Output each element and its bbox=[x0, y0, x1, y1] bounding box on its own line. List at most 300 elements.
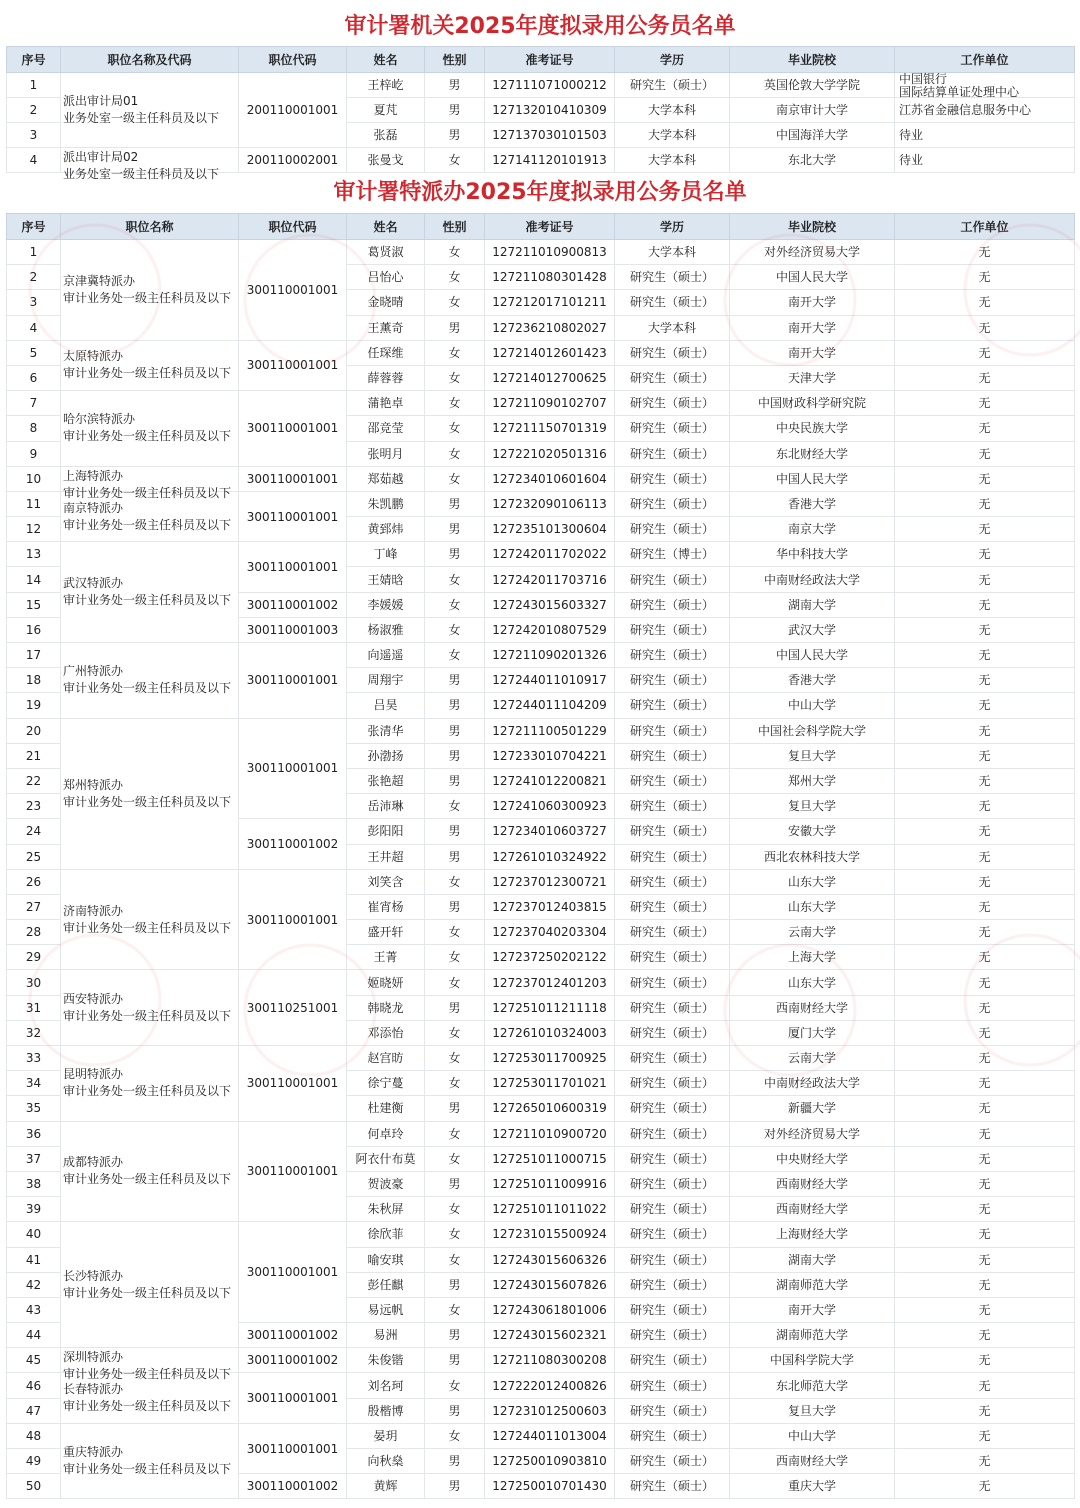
name-cell: 孙渤扬 bbox=[347, 743, 425, 768]
position-cell bbox=[61, 1348, 239, 1382]
edu-cell: 研究生（硕士） bbox=[615, 567, 730, 592]
name-cell: 邵竞莹 bbox=[347, 416, 425, 441]
seq-cell: 10 bbox=[7, 466, 61, 491]
exam-cell: 127231015500924 bbox=[485, 1222, 615, 1247]
school-cell: 湖南师范大学 bbox=[730, 1272, 895, 1297]
work-cell: 无 bbox=[895, 718, 1075, 743]
school-cell: 西北农林科技大学 bbox=[730, 844, 895, 869]
school-cell: 复旦大学 bbox=[730, 743, 895, 768]
school-cell: 南开大学 bbox=[730, 315, 895, 340]
seq-cell: 23 bbox=[7, 794, 61, 819]
exam-cell: 127141120101913 bbox=[485, 148, 615, 173]
exam-cell: 127253011701021 bbox=[485, 1071, 615, 1096]
exam-cell: 127211010900720 bbox=[485, 1121, 615, 1146]
seq-cell: 2 bbox=[7, 98, 61, 123]
edu-cell: 研究生（硕士） bbox=[615, 995, 730, 1020]
seq-cell: 28 bbox=[7, 920, 61, 945]
school-cell: 对外经济贸易大学 bbox=[730, 1121, 895, 1146]
position-line-1: 京津冀特派办 bbox=[63, 273, 136, 288]
sex-cell: 女 bbox=[425, 1423, 485, 1448]
school-cell: 西南财经大学 bbox=[730, 1449, 895, 1474]
sex-cell: 男 bbox=[425, 819, 485, 844]
work-cell: 无 bbox=[895, 1020, 1075, 1045]
exam-cell: 127241060300923 bbox=[485, 794, 615, 819]
exam-cell: 127211080300208 bbox=[485, 1348, 615, 1373]
table-header bbox=[7, 47, 1075, 73]
sex-cell: 女 bbox=[425, 794, 485, 819]
seq-cell: 8 bbox=[7, 416, 61, 441]
school-cell: 对外经济贸易大学 bbox=[730, 240, 895, 265]
position-line-1: 郑州特派办 bbox=[63, 777, 124, 792]
name-cell: 张明月 bbox=[347, 441, 425, 466]
code-cell: 300110001001 bbox=[239, 718, 347, 819]
exam-cell: 127214012700625 bbox=[485, 365, 615, 390]
position-line-2: 审计业务处一级主任科员及以下 bbox=[63, 1008, 232, 1023]
code-cell: 300110001001 bbox=[239, 1373, 347, 1423]
sex-cell: 男 bbox=[425, 542, 485, 567]
edu-cell: 大学本科 bbox=[615, 123, 730, 148]
sex-cell: 男 bbox=[425, 995, 485, 1020]
sex-cell: 女 bbox=[425, 441, 485, 466]
seq-cell: 32 bbox=[7, 1020, 61, 1045]
name-cell: 赵宫昉 bbox=[347, 1046, 425, 1071]
code-cell: 300110001001 bbox=[239, 1222, 347, 1323]
edu-cell: 研究生（硕士） bbox=[615, 265, 730, 290]
seq-cell: 45 bbox=[7, 1348, 61, 1373]
exam-cell: 127111071000212 bbox=[485, 73, 615, 98]
edu-cell: 研究生（硕士） bbox=[615, 970, 730, 995]
position-cell bbox=[61, 148, 239, 181]
position-cell bbox=[61, 718, 239, 869]
exam-cell: 127233010704221 bbox=[485, 743, 615, 768]
sex-cell: 女 bbox=[425, 567, 485, 592]
position-line-2: 审计业务处一级主任科员及以下 bbox=[63, 1399, 232, 1414]
work-cell: 江苏省金融信息服务中心 bbox=[895, 98, 1075, 123]
edu-cell: 研究生（硕士） bbox=[615, 340, 730, 365]
code-cell: 200110001001 bbox=[239, 73, 347, 148]
name-cell: 金晓晴 bbox=[347, 290, 425, 315]
name-cell: 岳沛琳 bbox=[347, 794, 425, 819]
name-cell: 朱秋屏 bbox=[347, 1197, 425, 1222]
exam-cell: 127242011702022 bbox=[485, 542, 615, 567]
seq-cell: 42 bbox=[7, 1272, 61, 1297]
name-cell: 向遥遥 bbox=[347, 643, 425, 668]
position-line-2: 审计业务处一级主任科员及以下 bbox=[63, 794, 232, 809]
school-cell: 英国伦敦大学学院 bbox=[730, 73, 895, 98]
seq-cell: 30 bbox=[7, 970, 61, 995]
edu-cell: 研究生（硕士） bbox=[615, 768, 730, 793]
seq-cell: 41 bbox=[7, 1247, 61, 1272]
edu-cell: 研究生（硕士） bbox=[615, 290, 730, 315]
edu-cell: 研究生（硕士） bbox=[615, 1247, 730, 1272]
school-cell: 南开大学 bbox=[730, 340, 895, 365]
table-row bbox=[7, 869, 1075, 894]
school-cell: 香港大学 bbox=[730, 668, 895, 693]
work-cell: 无 bbox=[895, 365, 1075, 390]
work-cell: 无 bbox=[895, 894, 1075, 919]
name-cell: 姬晓妍 bbox=[347, 970, 425, 995]
code-cell: 300110001001 bbox=[239, 1121, 347, 1222]
school-cell: 华中科技大学 bbox=[730, 542, 895, 567]
exam-cell: 127241012200821 bbox=[485, 768, 615, 793]
position-cell bbox=[61, 1046, 239, 1122]
work-cell: 无 bbox=[895, 1348, 1075, 1373]
code-cell: 300110001001 bbox=[239, 340, 347, 390]
exam-cell: 127236210802027 bbox=[485, 315, 615, 340]
sex-cell: 男 bbox=[425, 1348, 485, 1373]
edu-cell: 研究生（硕士） bbox=[615, 844, 730, 869]
sex-cell: 男 bbox=[425, 1449, 485, 1474]
exam-cell: 127244011010917 bbox=[485, 668, 615, 693]
position-line-2: 业务处室一级主任科员及以下 bbox=[63, 111, 220, 125]
seq-cell: 40 bbox=[7, 1222, 61, 1247]
school-cell: 云南大学 bbox=[730, 1046, 895, 1071]
school-cell: 中国人民大学 bbox=[730, 643, 895, 668]
school-cell: 西南财经大学 bbox=[730, 995, 895, 1020]
exam-cell: 127251011009916 bbox=[485, 1171, 615, 1196]
edu-cell: 研究生（硕士） bbox=[615, 743, 730, 768]
name-cell: 王薰奇 bbox=[347, 315, 425, 340]
work-cell: 无 bbox=[895, 1046, 1075, 1071]
header-sex: 性别 bbox=[425, 214, 485, 240]
table-row bbox=[7, 1423, 1075, 1448]
work-cell: 无 bbox=[895, 315, 1075, 340]
edu-cell: 研究生（硕士） bbox=[615, 1096, 730, 1121]
name-cell: 刘笑含 bbox=[347, 869, 425, 894]
edu-cell: 研究生（博士） bbox=[615, 542, 730, 567]
edu-cell: 研究生（硕士） bbox=[615, 1171, 730, 1196]
edu-cell: 大学本科 bbox=[615, 148, 730, 173]
table-row bbox=[7, 1046, 1075, 1071]
header-workplace: 工作单位 bbox=[895, 214, 1075, 240]
name-cell: 阿衣什布莫 bbox=[347, 1146, 425, 1171]
name-cell: 王婧晗 bbox=[347, 567, 425, 592]
sex-cell: 女 bbox=[425, 391, 485, 416]
work-cell: 无 bbox=[895, 794, 1075, 819]
position-cell bbox=[61, 869, 239, 970]
exam-cell: 127251011011022 bbox=[485, 1197, 615, 1222]
edu-cell: 研究生（硕士） bbox=[615, 1373, 730, 1398]
exam-cell: 127250010701430 bbox=[485, 1474, 615, 1499]
table-row bbox=[7, 148, 1075, 173]
seq-cell: 16 bbox=[7, 617, 61, 642]
header-name: 姓名 bbox=[347, 214, 425, 240]
edu-cell: 研究生（硕士） bbox=[615, 1474, 730, 1499]
central-audit-table bbox=[6, 46, 1075, 181]
seq-cell: 3 bbox=[7, 123, 61, 148]
code-cell: 300110001002 bbox=[239, 1348, 347, 1373]
work-cell: 无 bbox=[895, 945, 1075, 970]
position-line-1: 成都特派办 bbox=[63, 1155, 124, 1170]
header-code: 职位代码 bbox=[239, 214, 347, 240]
exam-cell: 127237040203304 bbox=[485, 920, 615, 945]
sex-cell: 男 bbox=[425, 718, 485, 743]
sex-cell: 女 bbox=[425, 592, 485, 617]
edu-cell: 研究生（硕士） bbox=[615, 1020, 730, 1045]
name-cell: 晏玥 bbox=[347, 1423, 425, 1448]
edu-cell: 大学本科 bbox=[615, 240, 730, 265]
exam-cell: 127243015603327 bbox=[485, 592, 615, 617]
seq-cell: 35 bbox=[7, 1096, 61, 1121]
exam-cell: 127261010324003 bbox=[485, 1020, 615, 1045]
seq-cell: 6 bbox=[7, 365, 61, 390]
sex-cell: 女 bbox=[425, 1297, 485, 1322]
name-cell: 薛蓉蓉 bbox=[347, 365, 425, 390]
school-cell: 武汉大学 bbox=[730, 617, 895, 642]
school-cell: 南京审计大学 bbox=[730, 98, 895, 123]
exam-cell: 127234010601604 bbox=[485, 466, 615, 491]
edu-cell: 研究生（硕士） bbox=[615, 1323, 730, 1348]
work-cell: 无 bbox=[895, 617, 1075, 642]
position-line-2: 审计业务处一级主任科员及以下 bbox=[63, 290, 232, 305]
work-cell: 无 bbox=[895, 693, 1075, 718]
edu-cell: 研究生（硕士） bbox=[615, 365, 730, 390]
school-cell: 中央民族大学 bbox=[730, 416, 895, 441]
name-cell: 朱俊锴 bbox=[347, 1348, 425, 1373]
edu-cell: 研究生（硕士） bbox=[615, 1449, 730, 1474]
name-cell: 何卓玲 bbox=[347, 1121, 425, 1146]
position-line-2: 审计业务处一级主任科员及以下 bbox=[63, 485, 232, 500]
school-cell: 云南大学 bbox=[730, 920, 895, 945]
position-line-1: 哈尔滨特派办 bbox=[63, 412, 136, 427]
seq-cell: 49 bbox=[7, 1449, 61, 1474]
school-cell: 山东大学 bbox=[730, 869, 895, 894]
sex-cell: 女 bbox=[425, 1121, 485, 1146]
edu-cell: 大学本科 bbox=[615, 98, 730, 123]
name-cell: 郑茹越 bbox=[347, 466, 425, 491]
seq-cell: 29 bbox=[7, 945, 61, 970]
edu-cell: 研究生（硕士） bbox=[615, 391, 730, 416]
code-cell: 300110001001 bbox=[239, 240, 347, 341]
sex-cell: 男 bbox=[425, 1272, 485, 1297]
table-row bbox=[7, 718, 1075, 743]
code-cell: 300110001003 bbox=[239, 617, 347, 642]
seq-cell: 17 bbox=[7, 643, 61, 668]
code-cell: 300110001001 bbox=[239, 1423, 347, 1473]
position-line-2: 审计业务处一级主任科员及以下 bbox=[63, 1285, 232, 1300]
work-cell: 无 bbox=[895, 265, 1075, 290]
sex-cell: 女 bbox=[425, 1247, 485, 1272]
exam-cell: 127211150701319 bbox=[485, 416, 615, 441]
sex-cell: 女 bbox=[425, 265, 485, 290]
name-cell: 向秋燊 bbox=[347, 1449, 425, 1474]
seq-cell: 15 bbox=[7, 592, 61, 617]
exam-cell: 127214012601423 bbox=[485, 340, 615, 365]
edu-cell: 研究生（硕士） bbox=[615, 1121, 730, 1146]
name-cell: 韩晓龙 bbox=[347, 995, 425, 1020]
position-cell bbox=[61, 391, 239, 467]
work-cell: 无 bbox=[895, 491, 1075, 516]
name-cell: 张艳超 bbox=[347, 768, 425, 793]
table-row bbox=[7, 391, 1075, 416]
position-line-2: 审计业务处一级主任科员及以下 bbox=[63, 681, 232, 696]
special-office-table bbox=[6, 213, 1075, 1499]
name-cell: 喻安琪 bbox=[347, 1247, 425, 1272]
edu-cell: 研究生（硕士） bbox=[615, 416, 730, 441]
edu-cell: 研究生（硕士） bbox=[615, 592, 730, 617]
work-cell: 无 bbox=[895, 844, 1075, 869]
name-cell: 崔宵杨 bbox=[347, 894, 425, 919]
school-cell: 南京大学 bbox=[730, 517, 895, 542]
school-cell: 西南财经大学 bbox=[730, 1197, 895, 1222]
code-cell: 300110001001 bbox=[239, 643, 347, 719]
header-exam-id: 准考证号 bbox=[485, 214, 615, 240]
work-cell: 无 bbox=[895, 1197, 1075, 1222]
name-cell: 易洲 bbox=[347, 1323, 425, 1348]
code-cell: 300110251001 bbox=[239, 970, 347, 1046]
code-cell: 300110001001 bbox=[239, 391, 347, 467]
sex-cell: 女 bbox=[425, 365, 485, 390]
sex-cell: 女 bbox=[425, 1197, 485, 1222]
position-cell bbox=[61, 1423, 239, 1499]
sex-cell: 女 bbox=[425, 1146, 485, 1171]
sex-cell: 男 bbox=[425, 768, 485, 793]
position-line-2: 审计业务处一级主任科员及以下 bbox=[63, 593, 232, 608]
exam-cell: 127237250202122 bbox=[485, 945, 615, 970]
table-row bbox=[7, 1348, 1075, 1373]
work-cell: 无 bbox=[895, 643, 1075, 668]
edu-cell: 研究生（硕士） bbox=[615, 869, 730, 894]
sex-cell: 男 bbox=[425, 315, 485, 340]
sex-cell: 女 bbox=[425, 970, 485, 995]
work-cell: 无 bbox=[895, 1272, 1075, 1297]
name-cell: 丁峰 bbox=[347, 542, 425, 567]
work-cell: 待业 bbox=[895, 148, 1075, 173]
seq-cell: 24 bbox=[7, 819, 61, 844]
edu-cell: 研究生（硕士） bbox=[615, 1046, 730, 1071]
code-cell: 300110001002 bbox=[239, 1323, 347, 1348]
seq-cell: 26 bbox=[7, 869, 61, 894]
work-cell: 无 bbox=[895, 340, 1075, 365]
school-cell: 复旦大学 bbox=[730, 794, 895, 819]
edu-cell: 研究生（硕士） bbox=[615, 1146, 730, 1171]
exam-cell: 127211010900813 bbox=[485, 240, 615, 265]
seq-cell: 36 bbox=[7, 1121, 61, 1146]
school-cell: 郑州大学 bbox=[730, 768, 895, 793]
header-exam-id: 准考证号 bbox=[485, 47, 615, 73]
seq-cell: 18 bbox=[7, 668, 61, 693]
work-cell: 无 bbox=[895, 920, 1075, 945]
work-cell: 无 bbox=[895, 290, 1075, 315]
exam-cell: 127243015606326 bbox=[485, 1247, 615, 1272]
position-line-2: 审计业务处一级主任科员及以下 bbox=[63, 1367, 232, 1382]
sex-cell: 男 bbox=[425, 1474, 485, 1499]
sex-cell: 男 bbox=[425, 98, 485, 123]
sex-cell: 女 bbox=[425, 416, 485, 441]
seq-cell: 37 bbox=[7, 1146, 61, 1171]
school-cell: 厦门大学 bbox=[730, 1020, 895, 1045]
position-line-1: 派出审计局02 bbox=[63, 150, 139, 164]
name-cell: 彭阳阳 bbox=[347, 819, 425, 844]
work-cell: 无 bbox=[895, 1096, 1075, 1121]
edu-cell: 研究生（硕士） bbox=[615, 1297, 730, 1322]
exam-cell: 127231012500603 bbox=[485, 1398, 615, 1423]
work-cell: 无 bbox=[895, 416, 1075, 441]
school-cell: 湖南大学 bbox=[730, 1247, 895, 1272]
position-line-1: 深圳特派办 bbox=[63, 1350, 124, 1365]
exam-cell: 127237012401203 bbox=[485, 970, 615, 995]
school-cell: 中国财政科学研究院 bbox=[730, 391, 895, 416]
seq-cell: 9 bbox=[7, 441, 61, 466]
edu-cell: 研究生（硕士） bbox=[615, 894, 730, 919]
edu-cell: 研究生（硕士） bbox=[615, 1348, 730, 1373]
seq-cell: 25 bbox=[7, 844, 61, 869]
school-cell: 中山大学 bbox=[730, 693, 895, 718]
table-row bbox=[7, 73, 1075, 98]
school-cell: 东北财经大学 bbox=[730, 441, 895, 466]
school-cell: 复旦大学 bbox=[730, 1398, 895, 1423]
position-line-1: 广州特派办 bbox=[63, 664, 124, 679]
school-cell: 东北大学 bbox=[730, 148, 895, 173]
code-cell: 300110001002 bbox=[239, 592, 347, 617]
position-cell bbox=[61, 542, 239, 643]
school-cell: 中国人民大学 bbox=[730, 265, 895, 290]
name-cell: 张清华 bbox=[347, 718, 425, 743]
sex-cell: 男 bbox=[425, 693, 485, 718]
exam-cell: 127211090201326 bbox=[485, 643, 615, 668]
sex-cell: 男 bbox=[425, 668, 485, 693]
name-cell: 周翔宇 bbox=[347, 668, 425, 693]
exam-cell: 127211090102707 bbox=[485, 391, 615, 416]
edu-cell: 研究生（硕士） bbox=[615, 617, 730, 642]
header-school: 毕业院校 bbox=[730, 47, 895, 73]
school-cell: 湖南师范大学 bbox=[730, 1323, 895, 1348]
edu-cell: 研究生（硕士） bbox=[615, 1423, 730, 1448]
position-cell bbox=[61, 1121, 239, 1222]
sex-cell: 男 bbox=[425, 844, 485, 869]
school-cell: 山东大学 bbox=[730, 894, 895, 919]
edu-cell: 研究生（硕士） bbox=[615, 945, 730, 970]
school-cell: 新疆大学 bbox=[730, 1096, 895, 1121]
edu-cell: 研究生（硕士） bbox=[615, 794, 730, 819]
exam-cell: 127211080301428 bbox=[485, 265, 615, 290]
sex-cell: 男 bbox=[425, 1096, 485, 1121]
seq-cell: 39 bbox=[7, 1197, 61, 1222]
seq-cell: 20 bbox=[7, 718, 61, 743]
exam-cell: 127235101300604 bbox=[485, 517, 615, 542]
edu-cell: 研究生（硕士） bbox=[615, 920, 730, 945]
exam-cell: 127250010903810 bbox=[485, 1449, 615, 1474]
sex-cell: 女 bbox=[425, 1222, 485, 1247]
header-name: 姓名 bbox=[347, 47, 425, 73]
table-row bbox=[7, 240, 1075, 265]
code-cell: 300110001002 bbox=[239, 1474, 347, 1499]
school-cell: 湖南大学 bbox=[730, 592, 895, 617]
school-cell: 中央财经大学 bbox=[730, 1146, 895, 1171]
name-cell: 盛开轩 bbox=[347, 920, 425, 945]
sex-cell: 女 bbox=[425, 148, 485, 173]
seq-cell: 43 bbox=[7, 1297, 61, 1322]
sex-cell: 女 bbox=[425, 945, 485, 970]
seq-cell: 1 bbox=[7, 73, 61, 98]
position-cell bbox=[61, 340, 239, 390]
work-cell: 无 bbox=[895, 1323, 1075, 1348]
name-cell: 葛贤淑 bbox=[347, 240, 425, 265]
exam-cell: 127132010410309 bbox=[485, 98, 615, 123]
header-seq: 序号 bbox=[7, 214, 61, 240]
table-header bbox=[7, 214, 1075, 240]
exam-cell: 127243015602321 bbox=[485, 1323, 615, 1348]
work-cell: 无 bbox=[895, 1121, 1075, 1146]
sex-cell: 男 bbox=[425, 491, 485, 516]
sex-cell: 女 bbox=[425, 643, 485, 668]
work-cell: 无 bbox=[895, 768, 1075, 793]
name-cell: 杜建衡 bbox=[347, 1096, 425, 1121]
exam-cell: 127222012400826 bbox=[485, 1373, 615, 1398]
sex-cell: 男 bbox=[425, 743, 485, 768]
school-cell: 中国社会科学院大学 bbox=[730, 718, 895, 743]
seq-cell: 4 bbox=[7, 148, 61, 173]
